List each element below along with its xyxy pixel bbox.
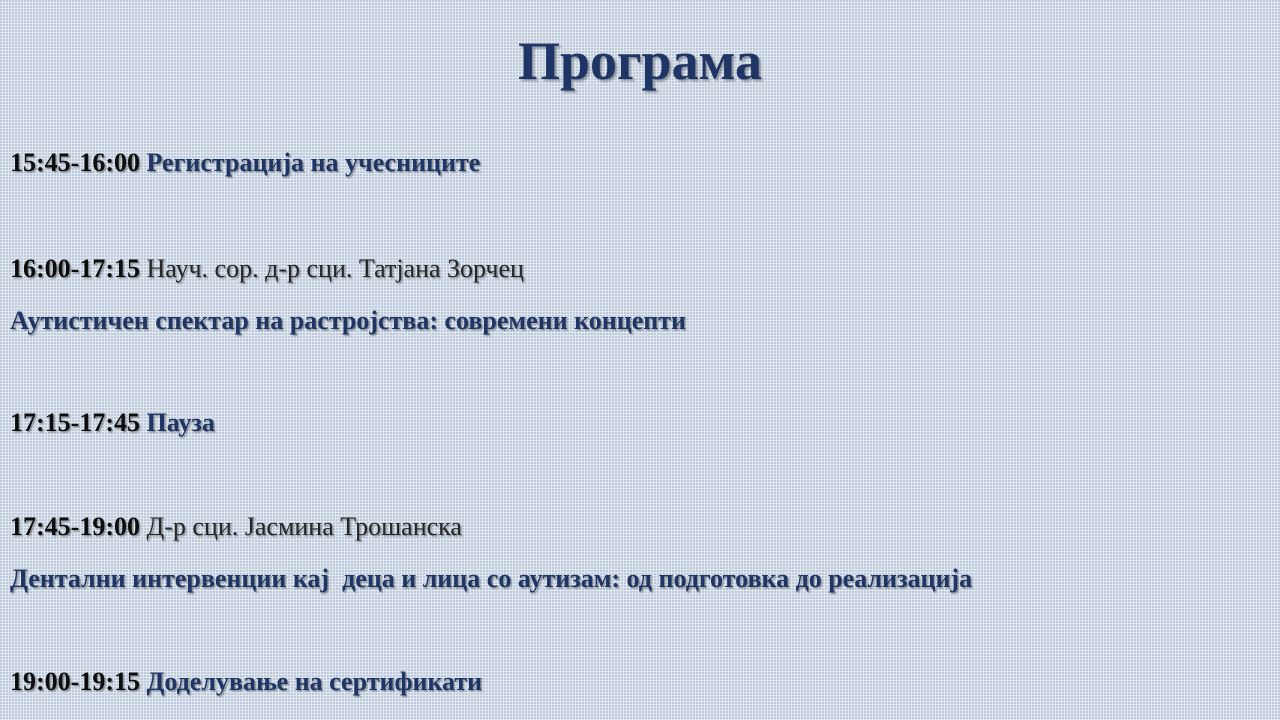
time-slot: 16:00-17:15	[10, 254, 140, 283]
program-item-break	[10, 410, 215, 436]
time-slot: 17:15-17:45	[10, 408, 140, 437]
program-item-certificates	[10, 669, 482, 695]
time-slot: 15:45-16:00	[10, 148, 140, 177]
program-item-registration	[10, 150, 480, 176]
page-title: Програма	[517, 31, 762, 91]
item-text: Регистрација на учесниците	[146, 148, 481, 177]
item-text: Доделување на сертификати	[146, 667, 483, 696]
program-item-lecture-1	[10, 256, 524, 282]
lecture-1-topic: Аутистичен спектар на растројства: современи концепти	[10, 306, 687, 335]
speaker-name: Д-р сци. Јасмина Трошанска	[146, 512, 462, 541]
program-item-lecture-2	[10, 514, 462, 540]
lecture-2-topic: Дентални интервенции кај деца и лица со аутизам: од подготовка до реализација	[10, 564, 973, 593]
time-slot: 17:45-19:00	[10, 512, 140, 541]
speaker-name: Науч. сор. д-р сци. Татјана Зорчец	[146, 254, 524, 283]
item-text: Пауза	[146, 408, 215, 437]
time-slot: 19:00-19:15	[10, 667, 140, 696]
